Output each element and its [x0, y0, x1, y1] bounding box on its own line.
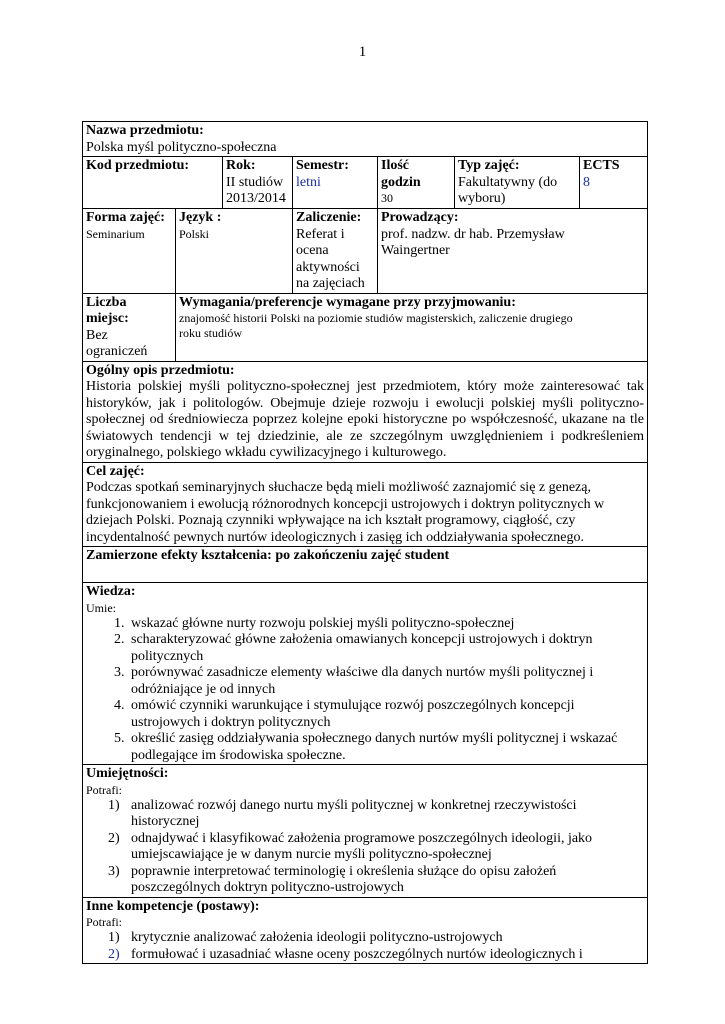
- description-label: Ogólny opis przedmiotu:: [86, 362, 235, 378]
- course-name-label: Nazwa przedmiotu:: [86, 123, 204, 138]
- places-value-2: ograniczeń: [86, 344, 148, 359]
- competences-list: [86, 930, 644, 963]
- list-item-number: 2): [108, 830, 120, 846]
- course-name-cell: [83, 122, 648, 157]
- requirements-line-1: znajomość historii Polski na poziomie studiów magisterskich, zaliczenie drugiego: [179, 311, 573, 325]
- goal-label: Cel zajęć:: [86, 463, 145, 479]
- list-item: [108, 797, 644, 831]
- course-code-label: Kod przedmiotu:: [86, 158, 190, 173]
- course-code-cell: [83, 157, 223, 209]
- language-value: Polski: [179, 226, 210, 241]
- places-cell: [83, 293, 176, 361]
- course-name: Polska myśl polityczno-społeczna: [86, 139, 277, 155]
- code-row: [83, 157, 648, 209]
- list-item-text: krytycznie analizować założenia ideologii polityczno-ustrojowych: [131, 930, 503, 945]
- outcomes-row: [83, 547, 648, 583]
- form-label: Forma zajęć:: [86, 210, 165, 225]
- skills-cell: [83, 765, 648, 898]
- places-row: [83, 293, 648, 361]
- hours-value: 30: [381, 191, 393, 205]
- lecturer-label: Prowadzący:: [381, 210, 459, 225]
- name-row: [83, 122, 648, 157]
- outcomes-cell: [83, 547, 648, 583]
- places-label-2: miejsc:: [86, 311, 129, 326]
- places-value-1: Bez: [86, 327, 108, 343]
- goal-cell: [83, 462, 648, 547]
- year-value-1: II studiów: [226, 174, 284, 190]
- credit-line-1: Referat i: [296, 226, 345, 242]
- list-item-number: 1): [108, 930, 120, 945]
- credit-cell: [293, 209, 378, 294]
- course-type-value-2: wyboru): [458, 191, 506, 206]
- lecturer-name-1: prof. nadzw. dr hab. Przemysław: [381, 226, 565, 242]
- requirements-line-2: roku studiów: [179, 326, 242, 340]
- list-item-number: 2): [108, 946, 120, 962]
- competences-intro: Potrafi:: [86, 915, 122, 929]
- course-type-label: Typ zajęć:: [458, 158, 520, 173]
- form-value: Seminarium: [86, 226, 145, 241]
- credit-label: Zaliczenie:: [296, 210, 362, 225]
- list-item-number: 1): [108, 797, 120, 813]
- course-syllabus-table: [82, 121, 648, 964]
- outcomes-label: Zamierzone efekty kształcenia: po zakończeniu zajęć student: [86, 548, 450, 563]
- knowledge-cell: [83, 583, 648, 765]
- list-item-text: odnajdywać i klasyfikować założenia programowe poszczególnych ideologii, jako umiejscawiające je w danym nurcie myśli polityczno-społecznej: [131, 830, 593, 862]
- ects-value: 8: [583, 174, 590, 190]
- year-cell: [223, 157, 293, 209]
- competences-row: [83, 897, 648, 964]
- ects-cell: [580, 157, 648, 209]
- semester-cell: [293, 157, 378, 209]
- year-value-2: 2013/2014: [226, 191, 286, 206]
- list-item: 1. wskazać główne nurty rozwoju polskiej myśli polityczno-społecznej: [128, 616, 644, 633]
- year-label: Rok:: [226, 158, 256, 173]
- form-row: [83, 209, 648, 294]
- hours-cell: [378, 157, 455, 209]
- lecturer-name-2: Waingertner: [381, 243, 450, 258]
- skills-list: [86, 798, 644, 897]
- language-cell: [176, 209, 293, 294]
- list-item-number: 3): [108, 863, 120, 879]
- goal-row: [83, 462, 648, 547]
- form-cell: [83, 209, 176, 294]
- list-item: [108, 946, 644, 964]
- list-item: [108, 930, 644, 947]
- list-item-text: poprawnie interpretować terminologię i określenia służące do opisu założeń poszczególnych doktryn polityczno-ustrojowych: [131, 863, 557, 895]
- list-item: 2. scharakteryzować główne założenia omawianych koncepcji ustrojowych i doktryn politycznych: [128, 632, 644, 665]
- competences-cell: [83, 897, 648, 964]
- knowledge-row: [83, 583, 648, 765]
- ects-label: ECTS: [583, 158, 620, 173]
- knowledge-label: Wiedza:: [86, 584, 136, 599]
- credit-line-3: aktywności: [296, 259, 360, 275]
- skills-label: Umiejętności:: [86, 766, 169, 781]
- hours-label-2: godzin: [381, 174, 421, 190]
- list-item: [108, 863, 644, 897]
- list-item-text: formułować i uzasadniać własne oceny poszczególnych nurtów ideologicznych i: [131, 946, 583, 962]
- knowledge-intro: Umie:: [86, 600, 116, 615]
- course-type-value-1: Fakultatywny (do: [458, 174, 558, 190]
- requirements-label: Wymagania/preferencje wymagane przy przyjmowaniu:: [179, 294, 516, 310]
- semester-label: Semestr:: [296, 158, 349, 173]
- language-label: Język :: [179, 210, 222, 225]
- description-row: [83, 361, 648, 462]
- list-item: 4. omówić czynniki warunkujące i stymulujące rozwój poszczególnych koncepcji ustrojowych i doktryn politycznych: [128, 698, 644, 731]
- list-item: [108, 830, 644, 864]
- list-item: 3. porównywać zasadnicze elementy właściwe dla danych nurtów myśli politycznej i odróżniające je od innych: [128, 665, 644, 698]
- credit-line-4: na zajęciach: [296, 276, 365, 291]
- knowledge-list: [86, 616, 644, 765]
- skills-intro: Potrafi:: [86, 782, 122, 797]
- course-type-cell: [455, 157, 580, 209]
- semester-value: letni: [296, 174, 321, 190]
- places-label-1: Liczba: [86, 294, 127, 310]
- credit-line-2: ocena: [296, 243, 329, 258]
- requirements-cell: [176, 293, 648, 361]
- page-number: 1: [358, 44, 367, 60]
- lecturer-cell: [378, 209, 648, 294]
- list-item: 5. określić zasięg oddziaływania społecznego danych nurtów myśli politycznej i wskazać podlegające im środowiska społeczne.: [128, 731, 644, 764]
- hours-label-1: Ilość: [381, 158, 409, 173]
- competences-label: Inne kompetencje (postawy):: [86, 898, 260, 914]
- description-text: Historia polskiej myśli polityczno-społecznej jest przedmiotem, który może zainteresować tak historyków, jak i politologów. Obejmuje dzieje rozwoju i ewolucji polskiej myśli polityczno-społecznej od średniowiecza poprzez kolejne epoki historyczne po współczesność, ukazane na tle światowych tendencji w tej dziedzinie, ale ze szczególnym uwzględnieniem i podkreśleniem oryginalnego, polskiego wkładu cywilizacyjnego i kulturowego.: [86, 379, 644, 460]
- skills-row: [83, 765, 648, 898]
- goal-text: Podczas spotkań seminaryjnych słuchacze będą mieli możliwość zaznajomić się z genezą, funkcjonowaniem i ewolucją różnorodnych koncepcji ustrojowych i doktryn politycznych w dziejach Polski. Poznają czynniki wpływające na ich kształt programowy, ciągłość, czy incydentalność pewnych nurtów ideologicznych i zasięg ich oddziaływania społecznego.: [86, 480, 605, 545]
- list-item-text: analizować rozwój danego nurtu myśli politycznej w konkretnej rzeczywistości historycznej: [131, 797, 577, 829]
- description-cell: [83, 361, 648, 462]
